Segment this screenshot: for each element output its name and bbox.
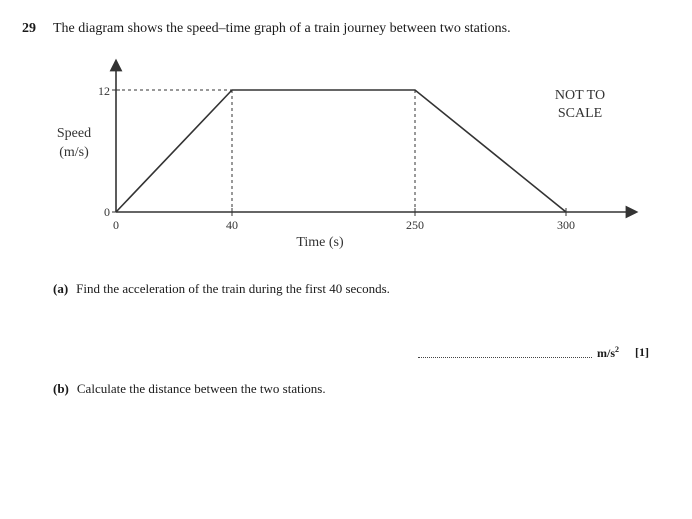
part-a-label: (a)	[53, 281, 69, 296]
answer-line-a[interactable]	[418, 346, 592, 358]
x-tick-label-0: 0	[113, 218, 119, 232]
x-tick-label-250: 250	[406, 218, 424, 232]
answer-unit-a: $m/s^2$	[597, 345, 619, 360]
y-tick-label-12: 12	[98, 84, 110, 98]
x-tick-label-300: 300	[557, 218, 575, 232]
not-to-scale-line1: NOT TO	[554, 88, 606, 103]
part-a	[53, 281, 390, 297]
not-to-scale-line2: SCALE	[557, 106, 603, 121]
part-b	[53, 381, 326, 397]
marks-a: [1]	[635, 345, 649, 359]
y-tick-label-0: 0	[104, 205, 110, 219]
question-stem: The diagram shows the speed–time graph of a train journey between two stations.	[53, 21, 511, 36]
y-axis-label-speed: Speed	[56, 126, 92, 141]
journey-line	[116, 90, 566, 212]
x-axis-label: Time (s)	[296, 235, 344, 250]
y-axis-label-unit: (m/s)	[59, 145, 89, 160]
x-tick-label-40: 40	[226, 218, 238, 232]
question-number: 29	[22, 21, 36, 36]
part-b-text: Calculate the distance between the two stations.	[76, 381, 326, 396]
part-a-text: Find the acceleration of the train during the first 40 seconds.	[76, 281, 390, 296]
part-b-label: (b)	[53, 381, 69, 396]
